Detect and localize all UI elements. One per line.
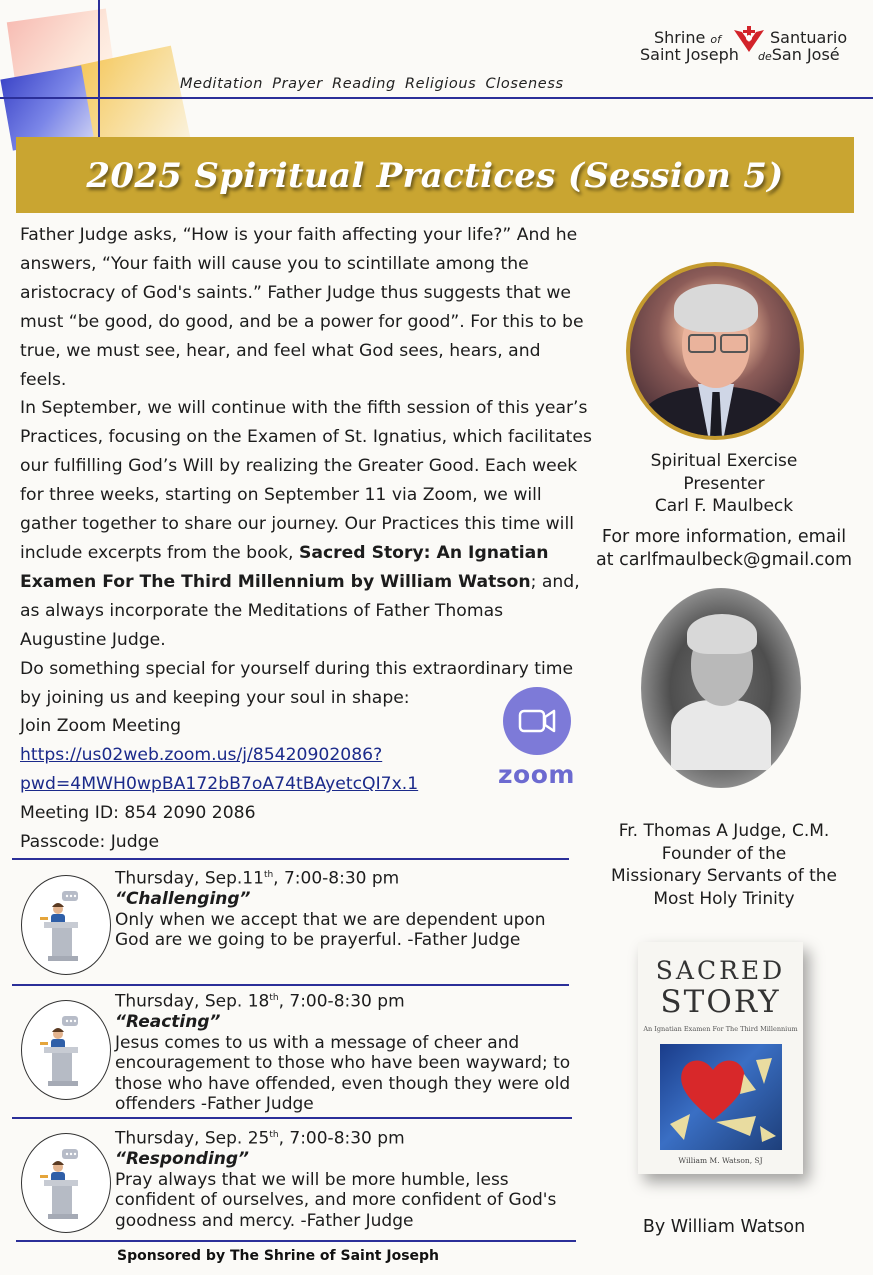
page-title: 2025 Spiritual Practices (Session 5) (86, 156, 784, 196)
decorative-vertical-rule (98, 0, 100, 150)
logo-shrine: Shrine (654, 28, 706, 47)
session-3 (115, 1125, 593, 1231)
session-2 (115, 988, 593, 1115)
book-cover (638, 942, 803, 1174)
session-divider (12, 984, 569, 986)
book-reference: Sacred Story: An Ignatian Examen For The Third Millennium by William Watson (20, 542, 549, 592)
zoom-wordmark: zoom (498, 760, 575, 789)
session-1-title: “Challenging” (115, 889, 251, 910)
speaker-podium-icon (21, 1133, 111, 1233)
session-2-title: “Reacting” (115, 1012, 221, 1033)
session-1-quote: Only when we accept that we are dependent upon God are we going to be prayerful. -Father Judge (115, 909, 546, 951)
book-title-line1: SACRED (655, 956, 786, 985)
meeting-id: Meeting ID: 854 2090 2086 (20, 803, 256, 824)
session-divider (12, 858, 569, 860)
sponsor-line: Sponsored by The Shrine of Saint Joseph (117, 1248, 440, 1264)
footer-divider (16, 1240, 576, 1242)
speaker-podium-icon (21, 875, 111, 975)
zoom-meeting-link[interactable]: https://us02web.zoom.us/j/85420902086? pwd=4MWH0wpBA172bB7oA74tBAyetcQI7x.1 (20, 745, 419, 795)
logo-santuario: Santuario (770, 28, 848, 47)
session-1-date: Thursday, Sep.11th, 7:00-8:30 pm (115, 868, 400, 889)
book-cover-author: William M. Watson, SJ (678, 1156, 763, 1165)
session-3-quote: Pray always that we will be more humble, less confident of ourselves, and more confident of God's goodness and mercy. -Father Judge (115, 1169, 557, 1231)
tagline: Meditation Prayer Reading Religious Closeness (180, 76, 564, 92)
logo-saint-joseph: Saint Joseph (640, 45, 739, 64)
session-3-date: Thursday, Sep. 25th, 7:00-8:30 pm (115, 1128, 405, 1149)
founder-photo (641, 588, 801, 788)
join-zoom-label: Join Zoom Meeting (20, 716, 182, 737)
book-subtitle: An Ignatian Examen For The Third Millennium (643, 1025, 798, 1033)
speaker-podium-icon (21, 1000, 111, 1100)
session-3-title: “Responding” (115, 1149, 250, 1170)
shrine-logo (640, 26, 855, 72)
presenter-name: Carl F. Maulbeck (654, 496, 794, 516)
zoom-camera-icon (503, 687, 571, 755)
logo-san-jose: San José (771, 45, 840, 64)
contact-email: at carlfmaulbeck@gmail.com (595, 549, 853, 570)
session-2-quote: Jesus comes to us with a message of cheer and encouragement to those who have been wayward; to those who have offended, even though they were old offenders -Father Judge (115, 1032, 571, 1115)
intro-paragraph-3: Do something special for yourself during this extraordinary time by joining us and keeping your soul in shape: (20, 658, 574, 708)
presenter-caption: Spiritual Exercise Presenter Carl F. Maulbeck (590, 450, 858, 518)
session-2-date: Thursday, Sep. 18th, 7:00-8:30 pm (115, 991, 405, 1012)
session-1 (115, 865, 585, 951)
presenter-photo (626, 262, 804, 440)
book-title-line2: STORY (660, 984, 781, 1020)
logo-de: de (758, 50, 772, 63)
contact-info: For more information, email at carlfmaulbeck@gmail.com (590, 526, 858, 571)
intro-paragraph-2: In September, we will continue with the fifth session of this year’s Practices, focusing on the Examen of St. Ignatius, which facilitates our fulfilling God’s Will by realizing the Greater Good. Each week for three weeks, starting on September 11 via Zoom, we will gather together to share our journey. Our Practices this time will include excerpts from the book, Sacred Story: An Ignatian Examen For The Third Millennium by William Watson; and, as always incorporate the Meditations of Father Thomas Augustine Judge. (20, 398, 592, 650)
founder-caption: Fr. Thomas A Judge, C.M. Founder of the Missionary Servants of the Most Holy Trinity (611, 821, 837, 909)
book-caption: By William Watson (642, 1217, 806, 1237)
book-cover-art (660, 1044, 782, 1150)
header-rule (0, 97, 873, 99)
passcode: Passcode: Judge (20, 832, 160, 853)
logo-of: of (710, 33, 722, 46)
title-banner (16, 137, 854, 213)
session-divider (12, 1117, 572, 1119)
intro-paragraph-1: Father Judge asks, “How is your faith affecting your life?” And he answers, “Your faith will cause you to scintillate among the aristocracy of God's saints.” Father Judge thus suggests that we must “be good, do good, and be a power for good”. For this to be true, we must see, hear, and feel what God sees, hears, and feels. (20, 225, 584, 390)
